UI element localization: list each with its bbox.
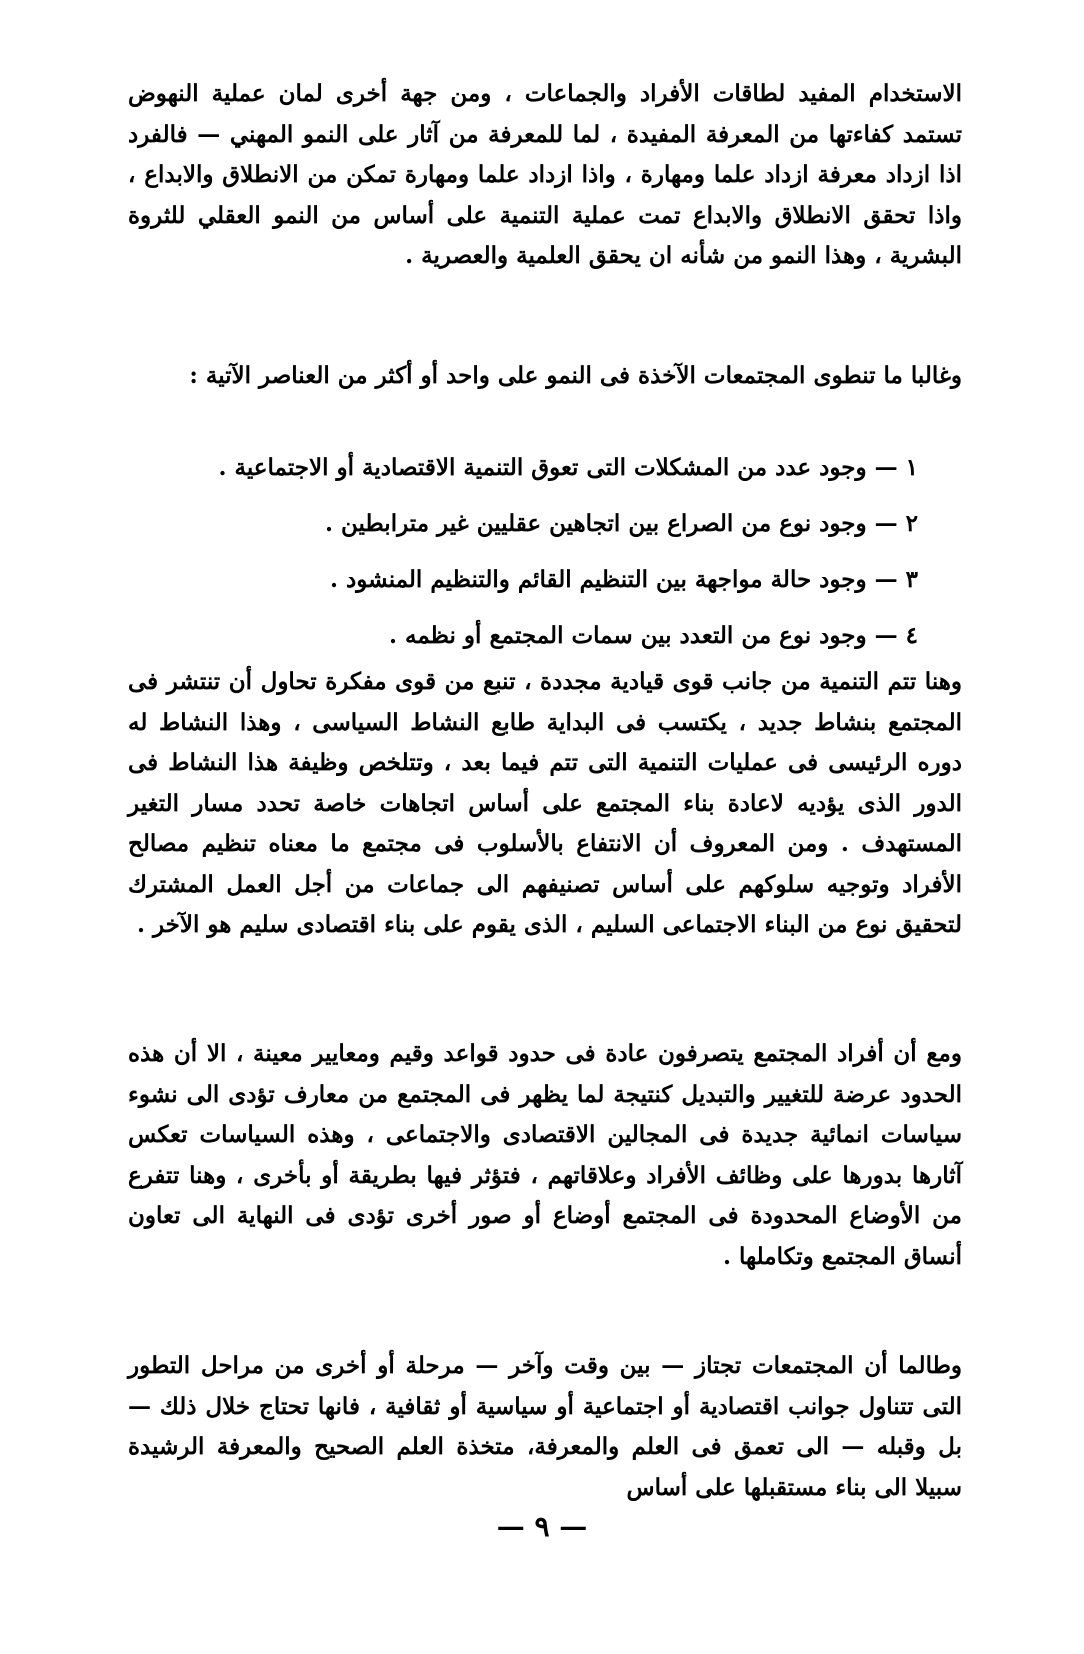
- list-item-3: ٣ — وجود حالة مواجهة بين التنظيم القائم والتنظيم المنشود .: [330, 566, 918, 593]
- paragraph-4: ومع أن أفراد المجتمع يتصرفون عادة فى حدود قواعد وقيم ومعايير معينة ، الا أن هذه الحدود عرضة للتغيير والتبديل كنتيجة لما يظهر فى المجتمع من معارف تؤدى الى نشوء سياسات انمائية جديدة فى المجالين الاقتصادى والاجتماعى ، وهذه السياسات تعكس آثارها بدورها على وظائف الأفراد وعلاقاتهم ، فتؤثر فيها بطريقة أو بأخرى ، وهنا تتفرع من الأوضاع المحدودة فى المجتمع أوضاع أو صور أخرى تؤدى فى النهاية الى تعاون أنساق المجتمع وتكاملها .: [128, 1040, 962, 1270]
- page-number: — ٩ —: [496, 1510, 588, 1543]
- list-item-1: ١ — وجود عدد من المشكلات التى تعوق التنمية الاقتصادية أو الاجتماعية .: [218, 454, 918, 481]
- paragraph-2: وغالبا ما تنطوى المجتمعات الآخذة فى النمو على واحد أو أكثر من العناصر الآتية :: [189, 362, 962, 389]
- elements-list: [128, 448, 962, 668]
- list-item-2: ٢ — وجود نوع من الصراع بين اتجاهين عقليين غير مترابطين .: [324, 510, 918, 537]
- paragraph-1: الاستخدام المفيد لطاقات الأفراد والجماعات ، ومن جهة أخرى لمان عملية النهوض تستمد كفاءتها من المعرفة المفيدة ، لما للمعرفة من آثار على النمو المهني — فالفرد اذا ازداد معرفة ازداد علما ومهارة ، واذا ازداد علما ومهارة تمكن من الانطلاق والابداع ، واذا تحقق الانطلاق والابداع تمت عملية التنمية على أساس من النمو العقلي للثروة البشرية ، وهذا النمو من شأنه ان يحقق العلمية والعصرية .: [128, 80, 962, 269]
- list-item-4: ٤ — وجود نوع من التعدد بين سمات المجتمع أو نظمه .: [389, 622, 918, 649]
- paragraph-5: وطالما أن المجتمعات تجتاز — بين وقت وآخر — مرحلة أو أخرى من مراحل التطور التى تتناول جوانب اقتصادية أو اجتماعية أو سياسية أو ثقافية ، فانها تحتاج خلال ذلك — بل وقبله — الى تعمق فى العلم والمعرفة، متخذة العلم الصحيح والمعرفة الرشيدة سبيلا الى بناء مستقبلها على أساس: [128, 1352, 962, 1501]
- paragraph-3: وهنا تتم التنمية من جانب قوى قيادية مجددة ، تنبع من قوى مفكرة تحاول أن تنتشر فى المجتمع بنشاط جديد ، يكتسب فى البداية طابع النشاط السياسى ، وهذا النشاط له دوره الرئيسى فى عمليات التنمية التى تتم فيما بعد ، وتتلخص وظيفة هذا النشاط فى الدور الذى يؤديه لاعادة بناء المجتمع على أساس اتجاهات خاصة تحدد مسار التغير المستهدف . ومن المعروف أن الانتفاع بالأسلوب فى مجتمع ما معناه تنظيم مصالح الأفراد وتوجيه سلوكهم على أساس تصنيفهم الى جماعات من أجل العمل المشترك لتحقيق نوع من البناء الاجتماعى السليم ، الذى يقوم على بناء اقتصادى سليم هو الآخر .: [128, 668, 962, 938]
